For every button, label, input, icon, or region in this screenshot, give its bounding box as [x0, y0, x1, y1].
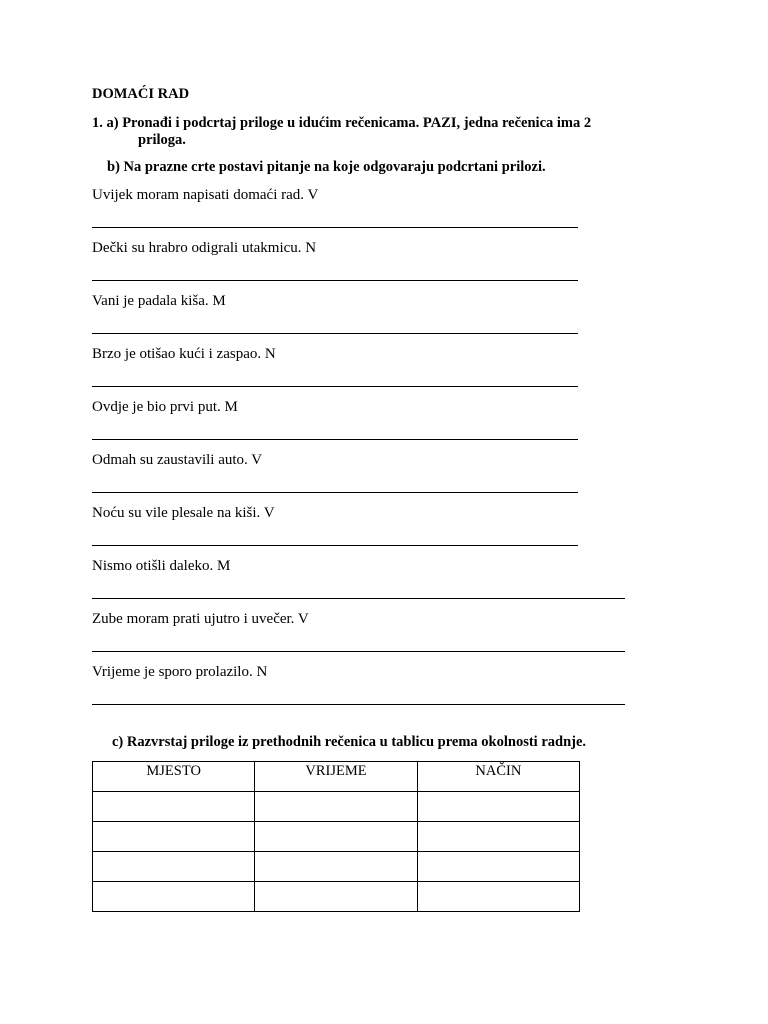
table-cell[interactable] — [93, 792, 255, 822]
answer-line-9[interactable] — [92, 651, 625, 652]
answer-line-2[interactable] — [92, 280, 578, 281]
table-cell[interactable] — [417, 852, 579, 882]
column-header-mjesto: MJESTO — [93, 762, 255, 792]
task-a-instruction: 1. a) Pronađi i podcrtaj priloge u idućim rečenicama. PAZI, jedna rečenica ima 2 — [92, 115, 592, 131]
answer-line-6[interactable] — [92, 492, 578, 493]
table-cell[interactable] — [255, 882, 417, 912]
table-cell[interactable] — [255, 822, 417, 852]
sentence-1: Uvijek moram napisati domaći rad. V — [92, 187, 319, 203]
column-header-nacin: NAČIN — [417, 762, 579, 792]
sentence-5: Ovdje je bio prvi put. M — [92, 399, 238, 415]
sentence-6: Odmah su zaustavili auto. V — [92, 452, 263, 468]
table-row — [93, 792, 580, 822]
table-cell[interactable] — [417, 792, 579, 822]
task-b-instruction: b) Na prazne crte postavi pitanje na koje odgovaraju podcrtani prilozi. — [107, 159, 546, 175]
table-row — [93, 822, 580, 852]
answer-line-5[interactable] — [92, 439, 578, 440]
page-title: DOMAĆI RAD — [92, 86, 190, 102]
answer-line-4[interactable] — [92, 386, 578, 387]
answer-line-3[interactable] — [92, 333, 578, 334]
table-cell[interactable] — [417, 882, 579, 912]
sentence-8: Nismo otišli daleko. M — [92, 558, 231, 574]
answer-line-8[interactable] — [92, 598, 625, 599]
classification-table — [92, 761, 580, 912]
sentence-3: Vani je padala kiša. M — [92, 293, 226, 309]
sentence-9: Zube moram prati ujutro i uvečer. V — [92, 611, 309, 627]
table-cell[interactable] — [93, 882, 255, 912]
task-a-instruction-continued: priloga. — [138, 132, 186, 148]
answer-line-7[interactable] — [92, 545, 578, 546]
sentence-7: Noću su vile plesale na kiši. V — [92, 505, 275, 521]
sentence-4: Brzo je otišao kući i zaspao. N — [92, 346, 276, 362]
task-c-instruction: c) Razvrstaj priloge iz prethodnih rečenica u tablicu prema okolnosti radnje. — [112, 734, 587, 750]
table-cell[interactable] — [417, 822, 579, 852]
column-header-vrijeme: VRIJEME — [255, 762, 417, 792]
table-cell[interactable] — [255, 792, 417, 822]
answer-line-10[interactable] — [92, 704, 625, 705]
answer-line-1[interactable] — [92, 227, 578, 228]
table-cell[interactable] — [255, 852, 417, 882]
sentence-10: Vrijeme je sporo prolazilo. N — [92, 664, 268, 680]
table-row — [93, 852, 580, 882]
table-cell[interactable] — [93, 852, 255, 882]
table-header-row — [93, 762, 580, 792]
table-cell[interactable] — [93, 822, 255, 852]
table-row — [93, 882, 580, 912]
sentence-2: Dečki su hrabro odigrali utakmicu. N — [92, 240, 317, 256]
